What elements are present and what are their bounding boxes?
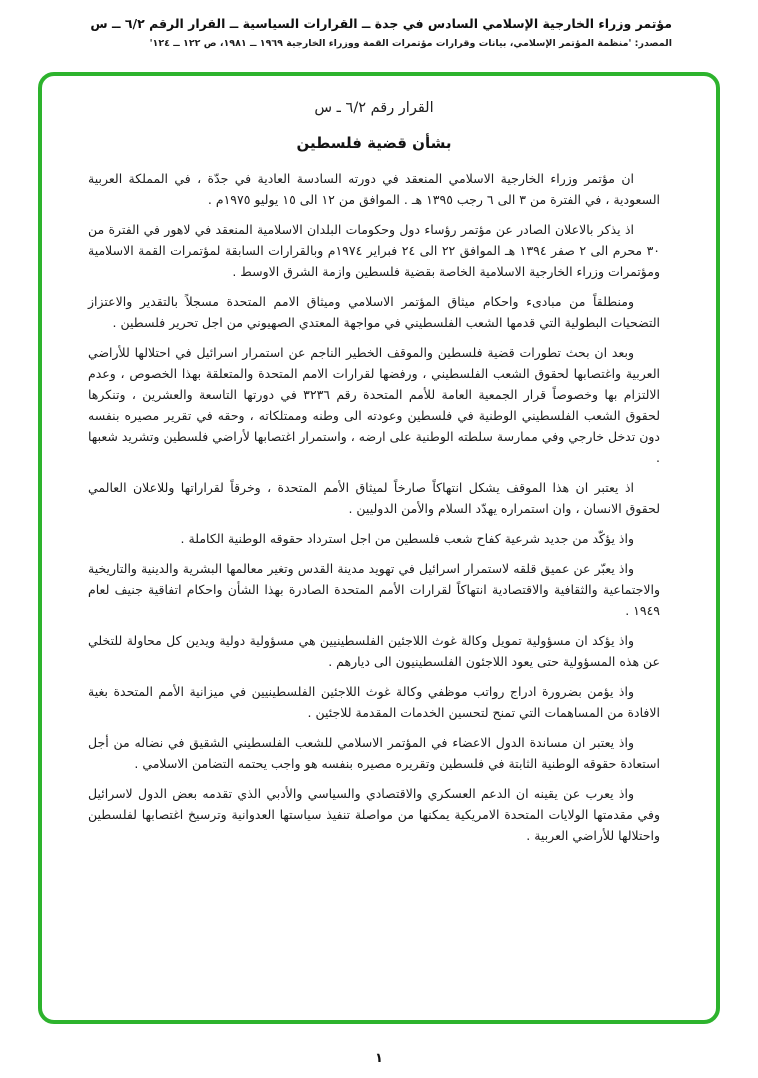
paragraph: واذ يعبّر عن عميق قلقه لاستمرار اسرائيل في تهويد مدينة القدس وتغير معالمها البشرية والدينية والتاريخية والاجتماعية والثقافية والاقتصادية انتهاكاً لقرارات الأمم المتحدة الصادرة بهذا الشأن واحكام اتفاقية جنيف لعام ١٩٤٩ . (88, 561, 660, 618)
resolution-title: القرار رقم ٦/٢ ـ س (314, 100, 434, 116)
paragraph: اذ يذكر بالاعلان الصادر عن مؤتمر رؤساء دول وحكومات البلدان الاسلامية المنعقد في لاهور في الفترة من ٣٠ محرم الى ٢ صفر ١٣٩٤ هـ الموافق ٢٢ الى ٢٤ فبراير ١٩٧٤م وبالقرارات السابقة لمؤتمرات القمة الاسلامية ومؤتمرات وزراء الخارجية الاسلامية الخاصة بقضية فلسطين وازمة الشرق الاوسط . (88, 222, 660, 279)
header-source-line: المصدر: 'منظمة المؤتمر الإسلامي، بيانات وقرارات مؤتمرات القمة ووزراء الخارجية ١٩٦٩ ــ ١٩٨١، ص ١٢٢ ــ ١٢٤' (149, 38, 672, 49)
document-body (42, 76, 716, 863)
green-document-frame (38, 72, 720, 1024)
paragraph: واذ يؤمن بضرورة ادراج رواتب موظفي وكالة غوث اللاجئين الفلسطينيين في ميزانية الأمم المتحدة بغية الافادة من المساهمات التي تمنح لتحسين الخدمات المقدمة للاجئين . (88, 684, 660, 720)
paragraph: وبعد ان بحث تطورات قضية فلسطين والموقف الخطير الناجم عن استمرار اسرائيل في احتلالها للأراضي العربية واغتصابها لحقوق الشعب الفلسطيني ، ورفضها لقرارات الامم المتحدة والمتعلقة بهذا الخصوص ، وعدم الالتزام بها وخصوصاً قرار الجمعية العامة للأمم المتحدة رقم ٣٢٣٦ في دورتها التاسعة والعشرين ، وتنكرها لحقوق الشعب الفلسطيني الوطنية في فلسطين وعودته الى وطنه وممتلكاته ، وحقه في تقرير مصيره بنفسه دون تدخل خارجي وفي ممارسة سلطته الوطنية على ارضه ، واستمرار اغتصابها لأراضي فلسطين وتشريد شعبها . (88, 345, 661, 465)
paragraph: واذ يؤكّد من جديد شرعية كفاح شعب فلسطين من اجل استرداد حقوقه الوطنية الكاملة . (180, 531, 634, 546)
paragraph: واذ يؤكد ان مسؤولية تمويل وكالة غوث اللاجئين الفلسطينيين هي مسؤولية دولية ويدين كل محاولة للتخلي عن هذه المسؤولية حتى يعود اللاجئون الفلسطينيون الى ديارهم . (88, 633, 660, 669)
paragraph: ان مؤتمر وزراء الخارجية الاسلامي المنعقد في دورته السادسة العادية في جدّة ، في المملكة العربية السعودية ، في الفترة من ٣ الى ٦ رجب ١٣٩٥ هـ . الموافق من ١٢ الى ١٥ يوليو ١٩٧٥م . (88, 171, 660, 207)
resolution-subject: بشأن قضية فلسطين (296, 134, 452, 152)
paragraph: واذ يعرب عن يقينه ان الدعم العسكري والاقتصادي والسياسي والأدبي الذي تقدمه بعض الدول لاسرائيل وفي مقدمتها الولايات المتحدة الامريكية يمكنها من مواصلة تنفيذ سياستها العدوانية وترسيخ اغتصابها لفلسطين واحتلالها للأراضي العربية . (88, 786, 660, 843)
paragraph: اذ يعتبر ان هذا الموقف يشكل انتهاكاً صارخاً لميثاق الأمم المتحدة ، وخرقاً لقراراتها وللاعلان العالمي لحقوق الانسان ، وان استمراره يهدّد السلام والأمن الدوليين . (88, 480, 660, 516)
header-title-line: مؤتمر وزراء الخارجية الإسلامي السادس في جدة ــ القرارات السياسية ــ القرار الرقم ٦/٢ ــ س (90, 16, 672, 31)
page-header (60, 16, 672, 49)
paragraph: واذ يعتبر ان مساندة الدول الاعضاء في المؤتمر الاسلامي للشعب الفلسطيني الشقيق في نضاله من أجل استعادة حقوقه الوطنية الثابتة في فلسطين وتقريره مصيره بنفسه هو واجب يحتمه التضامن الاسلامي . (88, 735, 660, 771)
paragraph: ومنطلقاً من مبادىء واحكام ميثاق المؤتمر الاسلامي وميثاق الامم المتحدة مسجلاً بالتقدير والاعتزاز التضحيات البطولية التي قدمها الشعب الفلسطيني في مواجهة المعتدي الصهيوني من اجل تحرير فلسطين . (88, 294, 660, 330)
page-number: ١ (375, 1051, 383, 1066)
